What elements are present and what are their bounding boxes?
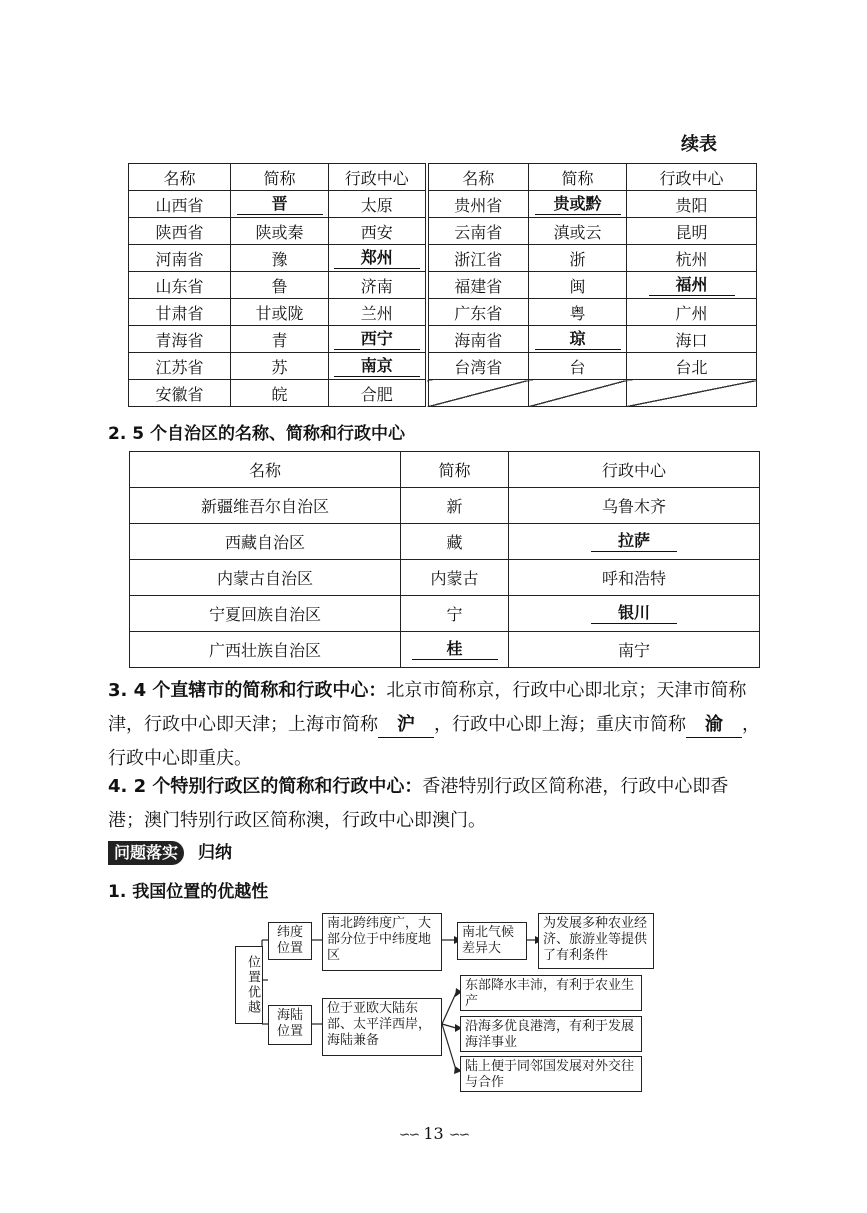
- table-header-cell: 行政中心: [329, 164, 427, 191]
- ornament-right-icon: ∽∽: [448, 1127, 469, 1143]
- table-cell: 太原: [329, 191, 427, 218]
- section-4-lead: 4. 2 个特别行政区的简称和行政中心：: [108, 776, 423, 797]
- table-cell: 甘或陇: [231, 299, 329, 326]
- answer-fill: 贵或黔: [535, 194, 621, 215]
- table-cell: 宁夏回族自治区: [130, 596, 401, 632]
- table-cell: 杭州: [627, 245, 757, 272]
- table-cell: 浙江省: [427, 245, 529, 272]
- table-cell: 陕西省: [129, 218, 231, 245]
- diagram-benefit-2: 沿海多优良港湾，有利于发展海洋事业: [460, 1016, 642, 1052]
- table-header-cell: 简称: [529, 164, 627, 191]
- table-header-cell: 简称: [231, 164, 329, 191]
- table-cell: 云南省: [427, 218, 529, 245]
- table-header-cell: 名称: [129, 164, 231, 191]
- answer-fill: 西宁: [334, 329, 420, 350]
- diagram-latitude-benefit: 为发展多种农业经济、旅游业等提供了有利条件: [538, 913, 654, 969]
- table-cell: 南宁: [509, 632, 760, 668]
- section-2-heading: 2. 5 个自治区的名称、简称和行政中心: [108, 424, 405, 444]
- table-cell: 粤: [529, 299, 627, 326]
- page-number: 13: [423, 1124, 444, 1143]
- table-cell: 山东省: [129, 272, 231, 299]
- table-cell: 乌鲁木齐: [509, 488, 760, 524]
- table-cell: 西藏自治区: [130, 524, 401, 560]
- table-cell: 闽: [529, 272, 627, 299]
- section-badge-suffix: 归纳: [198, 843, 232, 863]
- diagram-sea-land-detail: 位于亚欧大陆东部、太平洋西岸，海陆兼备: [322, 998, 442, 1056]
- section-badge: 问题落实: [108, 841, 184, 865]
- table-cell: 青海省: [129, 326, 231, 353]
- table-cell: 济南: [329, 272, 427, 299]
- table-cell: 海南省: [427, 326, 529, 353]
- table-header-cell: 名称: [427, 164, 529, 191]
- table-header-cell: 行政中心: [509, 452, 760, 488]
- ornament-left-icon: ∽∽: [398, 1127, 419, 1143]
- diagram-benefit-1: 东部降水丰沛，有利于农业生产: [460, 975, 642, 1011]
- table-cell: 广州: [627, 299, 757, 326]
- table-cell: 贵州省: [427, 191, 529, 218]
- table-cell: 新疆维吾尔自治区: [130, 488, 401, 524]
- table-cell: 河南省: [129, 245, 231, 272]
- table-cell: 西安: [329, 218, 427, 245]
- table-cell: 呼和浩特: [509, 560, 760, 596]
- section-5-heading: 1. 我国位置的优越性: [108, 882, 269, 902]
- section-4-text: 香港特别行政区简称港，行政中心即香港；澳门特别行政区简称澳，行政中心即澳门。: [108, 776, 729, 831]
- table-cell: 新: [401, 488, 509, 524]
- table-cell: 浙: [529, 245, 627, 272]
- table-cell: 贵阳: [627, 191, 757, 218]
- table-cell: 内蒙古: [401, 560, 509, 596]
- table-cell: 宁: [401, 596, 509, 632]
- diagram-branch-latitude: 纬度位置: [268, 922, 312, 960]
- answer-fill: 桂: [412, 639, 498, 660]
- answer-fill: 琼: [535, 329, 621, 350]
- table-header-cell: 行政中心: [627, 164, 757, 191]
- table-cell: 豫: [231, 245, 329, 272]
- answer-fill: 南京: [334, 356, 420, 377]
- table-cell: 苏: [231, 353, 329, 380]
- table-cell: 兰州: [329, 299, 427, 326]
- table-header-cell: 简称: [401, 452, 509, 488]
- table-cell: 江苏省: [129, 353, 231, 380]
- table-cell: 福建省: [427, 272, 529, 299]
- table-cell: 合肥: [329, 380, 427, 407]
- answer-fill: 银川: [591, 603, 677, 624]
- diagram-benefit-3: 陆上便于同邻国发展对外交往与合作: [460, 1056, 642, 1092]
- blank-shanghai: 沪: [378, 713, 434, 738]
- table-cell: 昆明: [627, 218, 757, 245]
- section-3-lead: 3. 4 个直辖市的简称和行政中心：: [108, 680, 387, 701]
- table-cell: 青: [231, 326, 329, 353]
- blank-chongqing: 渝: [686, 713, 742, 738]
- answer-fill: 晋: [237, 194, 323, 215]
- table-cell: 山西省: [129, 191, 231, 218]
- table-cell: 台: [529, 353, 627, 380]
- table-cell: 鲁: [231, 272, 329, 299]
- page-number-area: [0, 1124, 867, 1143]
- diagram-latitude-result: 南北气候差异大: [457, 922, 527, 960]
- section-3-text-b: ，行政中心即上海；重庆市简称: [434, 714, 686, 735]
- answer-fill: 福州: [649, 275, 735, 296]
- table-cell: 皖: [231, 380, 329, 407]
- table-cell: 广东省: [427, 299, 529, 326]
- diagram-latitude-detail: 南北跨纬度广，大部分位于中纬度地区: [322, 913, 442, 971]
- table-header-cell: 名称: [130, 452, 401, 488]
- table-cell: 安徽省: [129, 380, 231, 407]
- table-cell: 台北: [627, 353, 757, 380]
- continuation-label: 续表: [681, 134, 717, 155]
- table-cell: 广西壮族自治区: [130, 632, 401, 668]
- table-cell: 台湾省: [427, 353, 529, 380]
- section-3-text-a: 北京市简称京，行政中心即北京；天津市简称津，行政中心即天津；上海市简称: [108, 680, 747, 735]
- diagram-root: 位置优越: [235, 946, 263, 1024]
- section-3-text-c: ，行政中心即重庆。: [108, 714, 760, 769]
- table-cell: 藏: [401, 524, 509, 560]
- diagram-branch-sea-land: 海陆位置: [268, 1005, 312, 1045]
- table-cell: 陕或秦: [231, 218, 329, 245]
- answer-fill: 拉萨: [591, 531, 677, 552]
- answer-fill: 郑州: [334, 248, 420, 269]
- table-cell: 甘肃省: [129, 299, 231, 326]
- table-cell: 滇或云: [529, 218, 627, 245]
- table-cell: 海口: [627, 326, 757, 353]
- table-cell: 内蒙古自治区: [130, 560, 401, 596]
